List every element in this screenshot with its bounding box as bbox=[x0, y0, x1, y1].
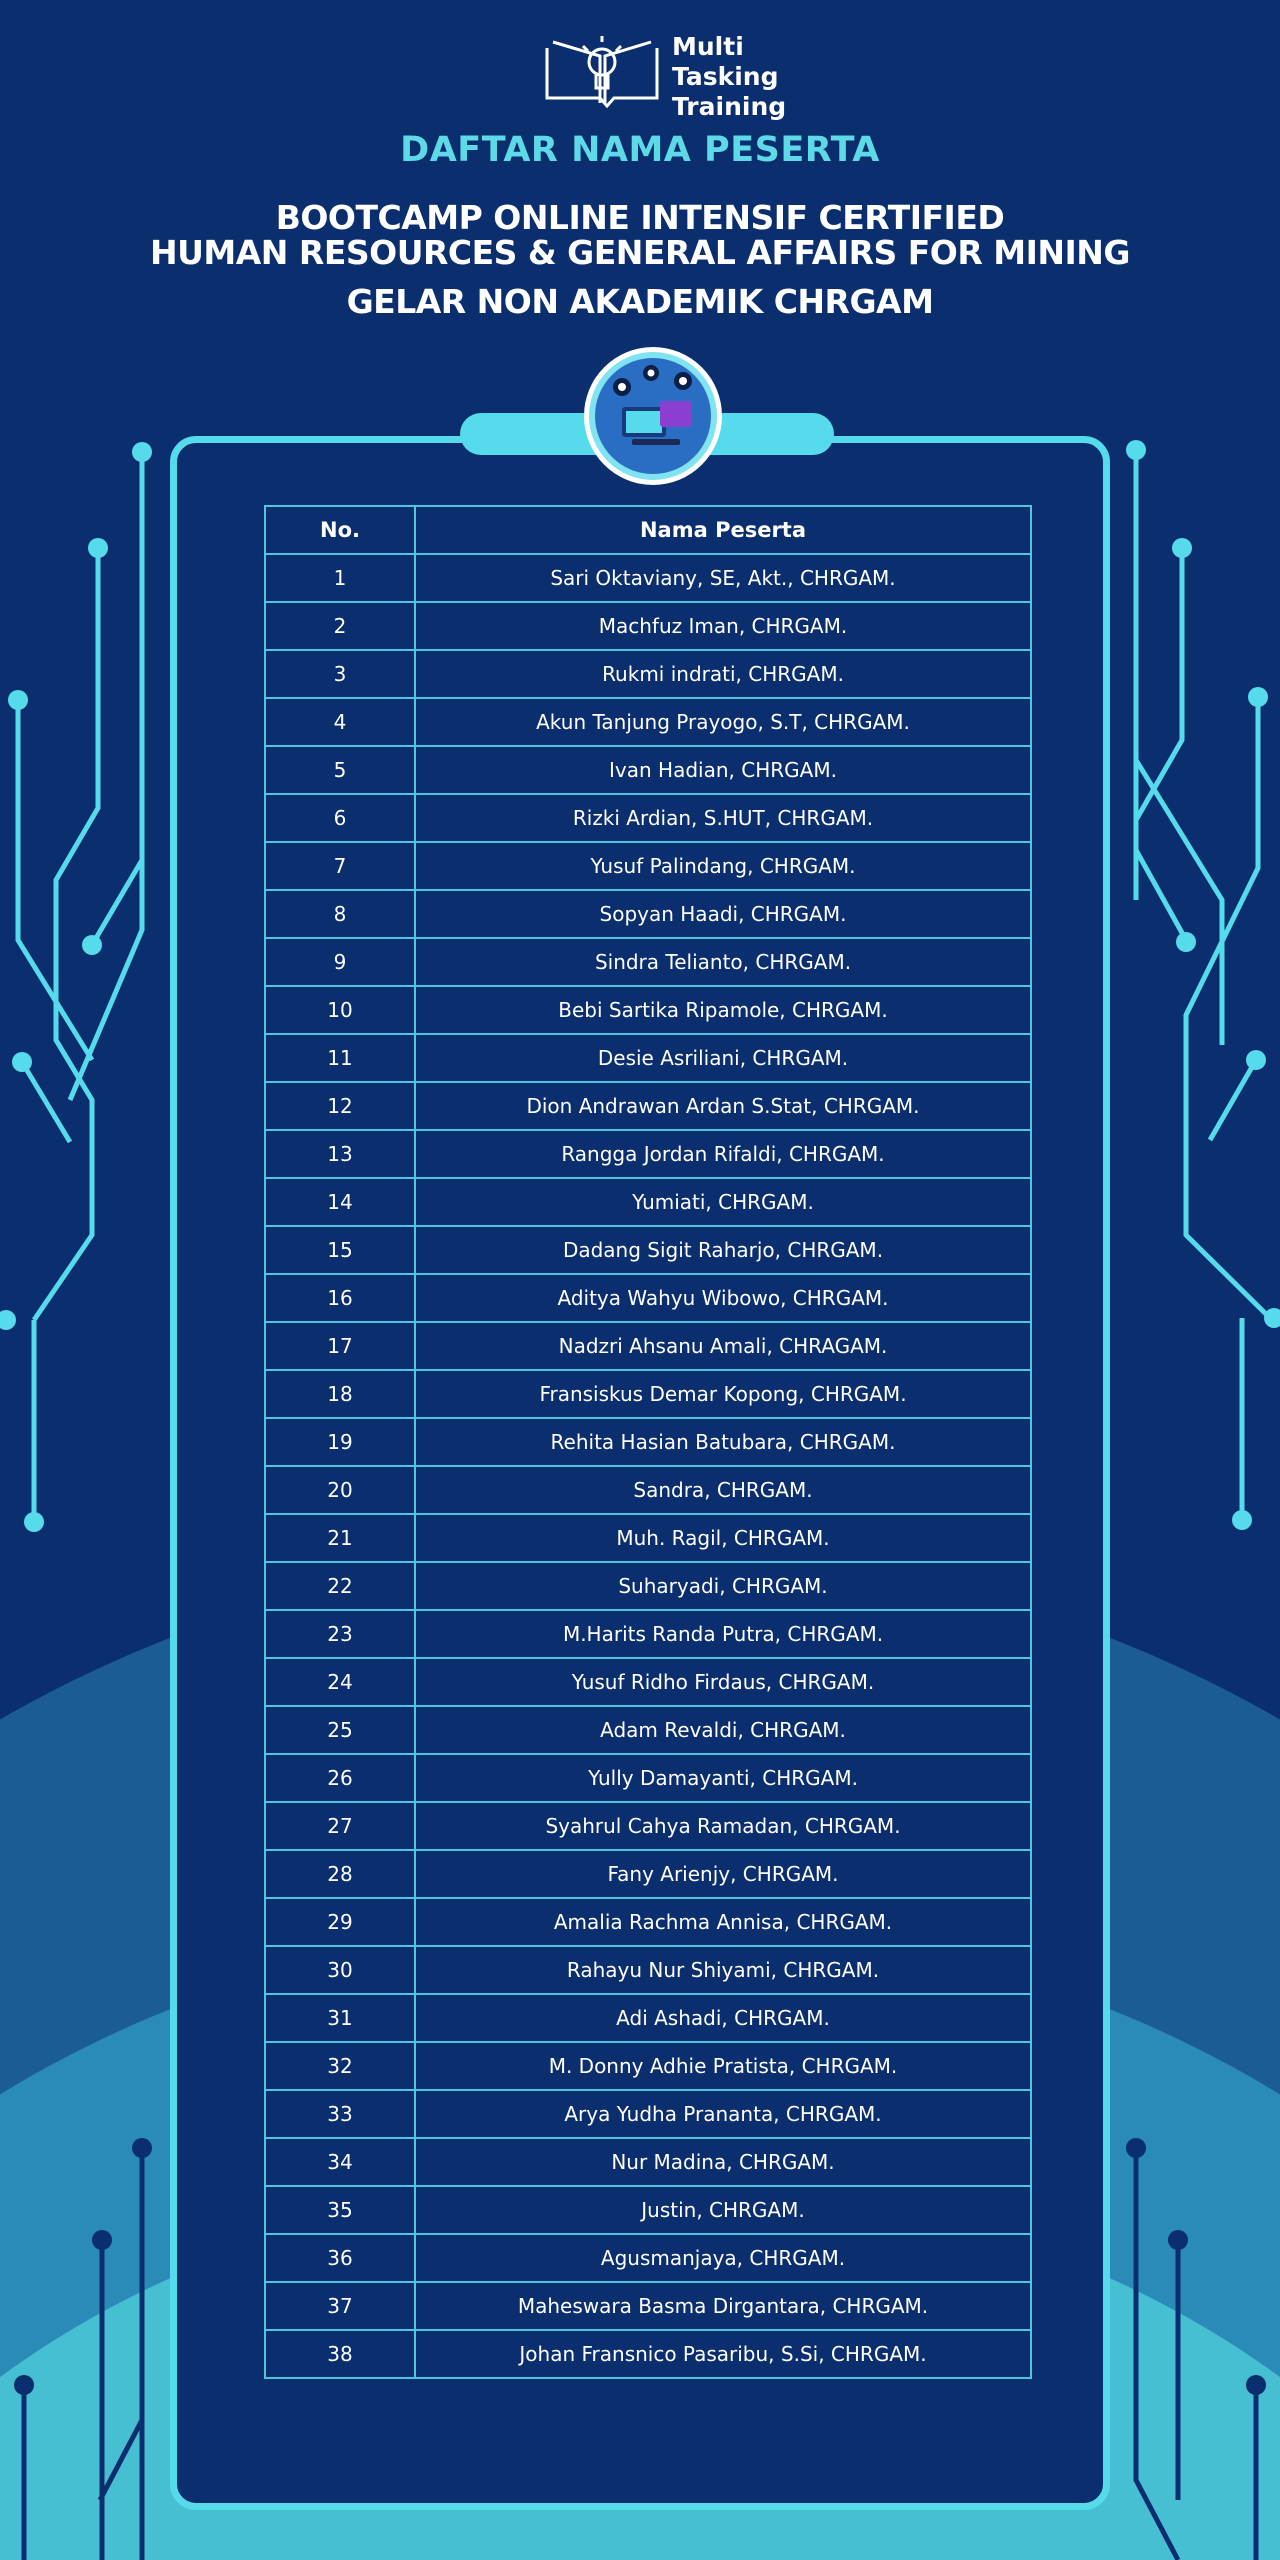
table-row bbox=[265, 1610, 1031, 1658]
table-row bbox=[265, 1658, 1031, 1706]
participant-number: 10 bbox=[265, 986, 415, 1034]
table-row bbox=[265, 938, 1031, 986]
participant-name: Rehita Hasian Batubara, CHRGAM. bbox=[415, 1418, 1031, 1466]
participant-name: Rukmi indrati, CHRGAM. bbox=[415, 650, 1031, 698]
participant-number: 30 bbox=[265, 1946, 415, 1994]
participant-name: Sindra Telianto, CHRGAM. bbox=[415, 938, 1031, 986]
column-header-name: Nama Peserta bbox=[415, 506, 1031, 554]
participant-number: 22 bbox=[265, 1562, 415, 1610]
table-row bbox=[265, 1466, 1031, 1514]
participant-name: Muh. Ragil, CHRGAM. bbox=[415, 1514, 1031, 1562]
table-row bbox=[265, 1562, 1031, 1610]
table-row bbox=[265, 1946, 1031, 1994]
participant-name: Machfuz Iman, CHRGAM. bbox=[415, 602, 1031, 650]
brand-line-1: Multi bbox=[672, 32, 744, 61]
table-row bbox=[265, 2138, 1031, 2186]
participant-name: Fransiskus Demar Kopong, CHRGAM. bbox=[415, 1370, 1031, 1418]
participant-number: 21 bbox=[265, 1514, 415, 1562]
page-title-line-3: GELAR NON AKADEMIK CHRGAM bbox=[346, 282, 934, 321]
participant-number: 35 bbox=[265, 2186, 415, 2234]
participant-name: Agusmanjaya, CHRGAM. bbox=[415, 2234, 1031, 2282]
participant-name: Yusuf Ridho Firdaus, CHRGAM. bbox=[415, 1658, 1031, 1706]
table-row bbox=[265, 794, 1031, 842]
participant-number: 31 bbox=[265, 1994, 415, 2042]
participant-name: Dion Andrawan Ardan S.Stat, CHRGAM. bbox=[415, 1082, 1031, 1130]
table-row bbox=[265, 1226, 1031, 1274]
participant-name: M. Donny Adhie Pratista, CHRGAM. bbox=[415, 2042, 1031, 2090]
column-header-number: No. bbox=[265, 506, 415, 554]
table-row bbox=[265, 650, 1031, 698]
participant-number: 24 bbox=[265, 1658, 415, 1706]
participant-name: Syahrul Cahya Ramadan, CHRGAM. bbox=[415, 1802, 1031, 1850]
participant-number: 14 bbox=[265, 1178, 415, 1226]
table-row bbox=[265, 2282, 1031, 2330]
participant-name: Sandra, CHRGAM. bbox=[415, 1466, 1031, 1514]
participant-table bbox=[264, 505, 1032, 2379]
brand-line-3: Training bbox=[672, 92, 787, 121]
participant-number: 23 bbox=[265, 1610, 415, 1658]
participant-number: 27 bbox=[265, 1802, 415, 1850]
participant-number: 12 bbox=[265, 1082, 415, 1130]
participant-number: 1 bbox=[265, 554, 415, 602]
participant-number: 17 bbox=[265, 1322, 415, 1370]
table-row bbox=[265, 1274, 1031, 1322]
online-learning-illustration-icon bbox=[582, 345, 724, 487]
participant-name: Maheswara Basma Dirgantara, CHRGAM. bbox=[415, 2282, 1031, 2330]
table-row bbox=[265, 890, 1031, 938]
participant-number: 4 bbox=[265, 698, 415, 746]
participant-number: 2 bbox=[265, 602, 415, 650]
participant-number: 16 bbox=[265, 1274, 415, 1322]
participant-number: 38 bbox=[265, 2330, 415, 2378]
participant-number: 9 bbox=[265, 938, 415, 986]
page-title-line-1: BOOTCAMP ONLINE INTENSIF CERTIFIED bbox=[275, 198, 1005, 237]
participant-name: Akun Tanjung Prayogo, S.T, CHRGAM. bbox=[415, 698, 1031, 746]
table-row bbox=[265, 2090, 1031, 2138]
table-row bbox=[265, 554, 1031, 602]
table-row bbox=[265, 842, 1031, 890]
participant-number: 36 bbox=[265, 2234, 415, 2282]
table-row bbox=[265, 1706, 1031, 1754]
table-row bbox=[265, 1802, 1031, 1850]
participant-name: Justin, CHRGAM. bbox=[415, 2186, 1031, 2234]
table-row bbox=[265, 1418, 1031, 1466]
table-row bbox=[265, 986, 1031, 1034]
participant-name: Dadang Sigit Raharjo, CHRGAM. bbox=[415, 1226, 1031, 1274]
page-subtitle: DAFTAR NAMA PESERTA bbox=[400, 130, 880, 170]
table-row bbox=[265, 1370, 1031, 1418]
participant-name: Sari Oktaviany, SE, Akt., CHRGAM. bbox=[415, 554, 1031, 602]
participant-name: Fany Arienjy, CHRGAM. bbox=[415, 1850, 1031, 1898]
participant-number: 34 bbox=[265, 2138, 415, 2186]
participant-number: 6 bbox=[265, 794, 415, 842]
table-row bbox=[265, 1082, 1031, 1130]
participant-name: M.Harits Randa Putra, CHRGAM. bbox=[415, 1610, 1031, 1658]
participant-number: 15 bbox=[265, 1226, 415, 1274]
table-row bbox=[265, 2042, 1031, 2090]
table-row bbox=[265, 1994, 1031, 2042]
brand-name bbox=[672, 32, 786, 122]
participant-name: Aditya Wahyu Wibowo, CHRGAM. bbox=[415, 1274, 1031, 1322]
participant-name: Yusuf Palindang, CHRGAM. bbox=[415, 842, 1031, 890]
participant-number: 3 bbox=[265, 650, 415, 698]
participant-name: Yumiati, CHRGAM. bbox=[415, 1178, 1031, 1226]
participant-number: 26 bbox=[265, 1754, 415, 1802]
participant-name: Rahayu Nur Shiyami, CHRGAM. bbox=[415, 1946, 1031, 1994]
participant-number: 18 bbox=[265, 1370, 415, 1418]
page-title-line-2: HUMAN RESOURCES & GENERAL AFFAIRS FOR MINING bbox=[150, 233, 1130, 272]
table-row bbox=[265, 746, 1031, 794]
participant-number: 7 bbox=[265, 842, 415, 890]
table-row bbox=[265, 1130, 1031, 1178]
participant-number: 20 bbox=[265, 1466, 415, 1514]
table-row bbox=[265, 1514, 1031, 1562]
participant-name: Yully Damayanti, CHRGAM. bbox=[415, 1754, 1031, 1802]
table-header-row bbox=[265, 506, 1031, 554]
participant-number: 11 bbox=[265, 1034, 415, 1082]
participant-name: Nadzri Ahsanu Amali, CHRAGAM. bbox=[415, 1322, 1031, 1370]
participant-number: 33 bbox=[265, 2090, 415, 2138]
table-row bbox=[265, 1898, 1031, 1946]
table-row bbox=[265, 2330, 1031, 2378]
table-row bbox=[265, 1850, 1031, 1898]
participant-number: 13 bbox=[265, 1130, 415, 1178]
participant-number: 37 bbox=[265, 2282, 415, 2330]
participant-name: Adi Ashadi, CHRGAM. bbox=[415, 1994, 1031, 2042]
participant-number: 29 bbox=[265, 1898, 415, 1946]
table-row bbox=[265, 1322, 1031, 1370]
participant-number: 32 bbox=[265, 2042, 415, 2090]
table-row bbox=[265, 602, 1031, 650]
participant-name: Arya Yudha Prananta, CHRGAM. bbox=[415, 2090, 1031, 2138]
table-row bbox=[265, 1754, 1031, 1802]
participant-number: 25 bbox=[265, 1706, 415, 1754]
participant-name: Rangga Jordan Rifaldi, CHRGAM. bbox=[415, 1130, 1031, 1178]
participant-name: Nur Madina, CHRGAM. bbox=[415, 2138, 1031, 2186]
participant-name: Sopyan Haadi, CHRGAM. bbox=[415, 890, 1031, 938]
participant-name: Johan Fransnico Pasaribu, S.Si, CHRGAM. bbox=[415, 2330, 1031, 2378]
participant-number: 28 bbox=[265, 1850, 415, 1898]
participant-name: Desie Asriliani, CHRGAM. bbox=[415, 1034, 1031, 1082]
participant-name: Bebi Sartika Ripamole, CHRGAM. bbox=[415, 986, 1031, 1034]
participant-name: Ivan Hadian, CHRGAM. bbox=[415, 746, 1031, 794]
participant-number: 8 bbox=[265, 890, 415, 938]
table-row bbox=[265, 2186, 1031, 2234]
participant-number: 19 bbox=[265, 1418, 415, 1466]
participant-number: 5 bbox=[265, 746, 415, 794]
table-row bbox=[265, 1178, 1031, 1226]
participant-name: Suharyadi, CHRGAM. bbox=[415, 1562, 1031, 1610]
participant-name: Amalia Rachma Annisa, CHRGAM. bbox=[415, 1898, 1031, 1946]
table-row bbox=[265, 698, 1031, 746]
participant-name: Rizki Ardian, S.HUT, CHRGAM. bbox=[415, 794, 1031, 842]
brand-line-2: Tasking bbox=[672, 62, 779, 91]
table-row bbox=[265, 2234, 1031, 2282]
table-row bbox=[265, 1034, 1031, 1082]
participant-name: Adam Revaldi, CHRGAM. bbox=[415, 1706, 1031, 1754]
